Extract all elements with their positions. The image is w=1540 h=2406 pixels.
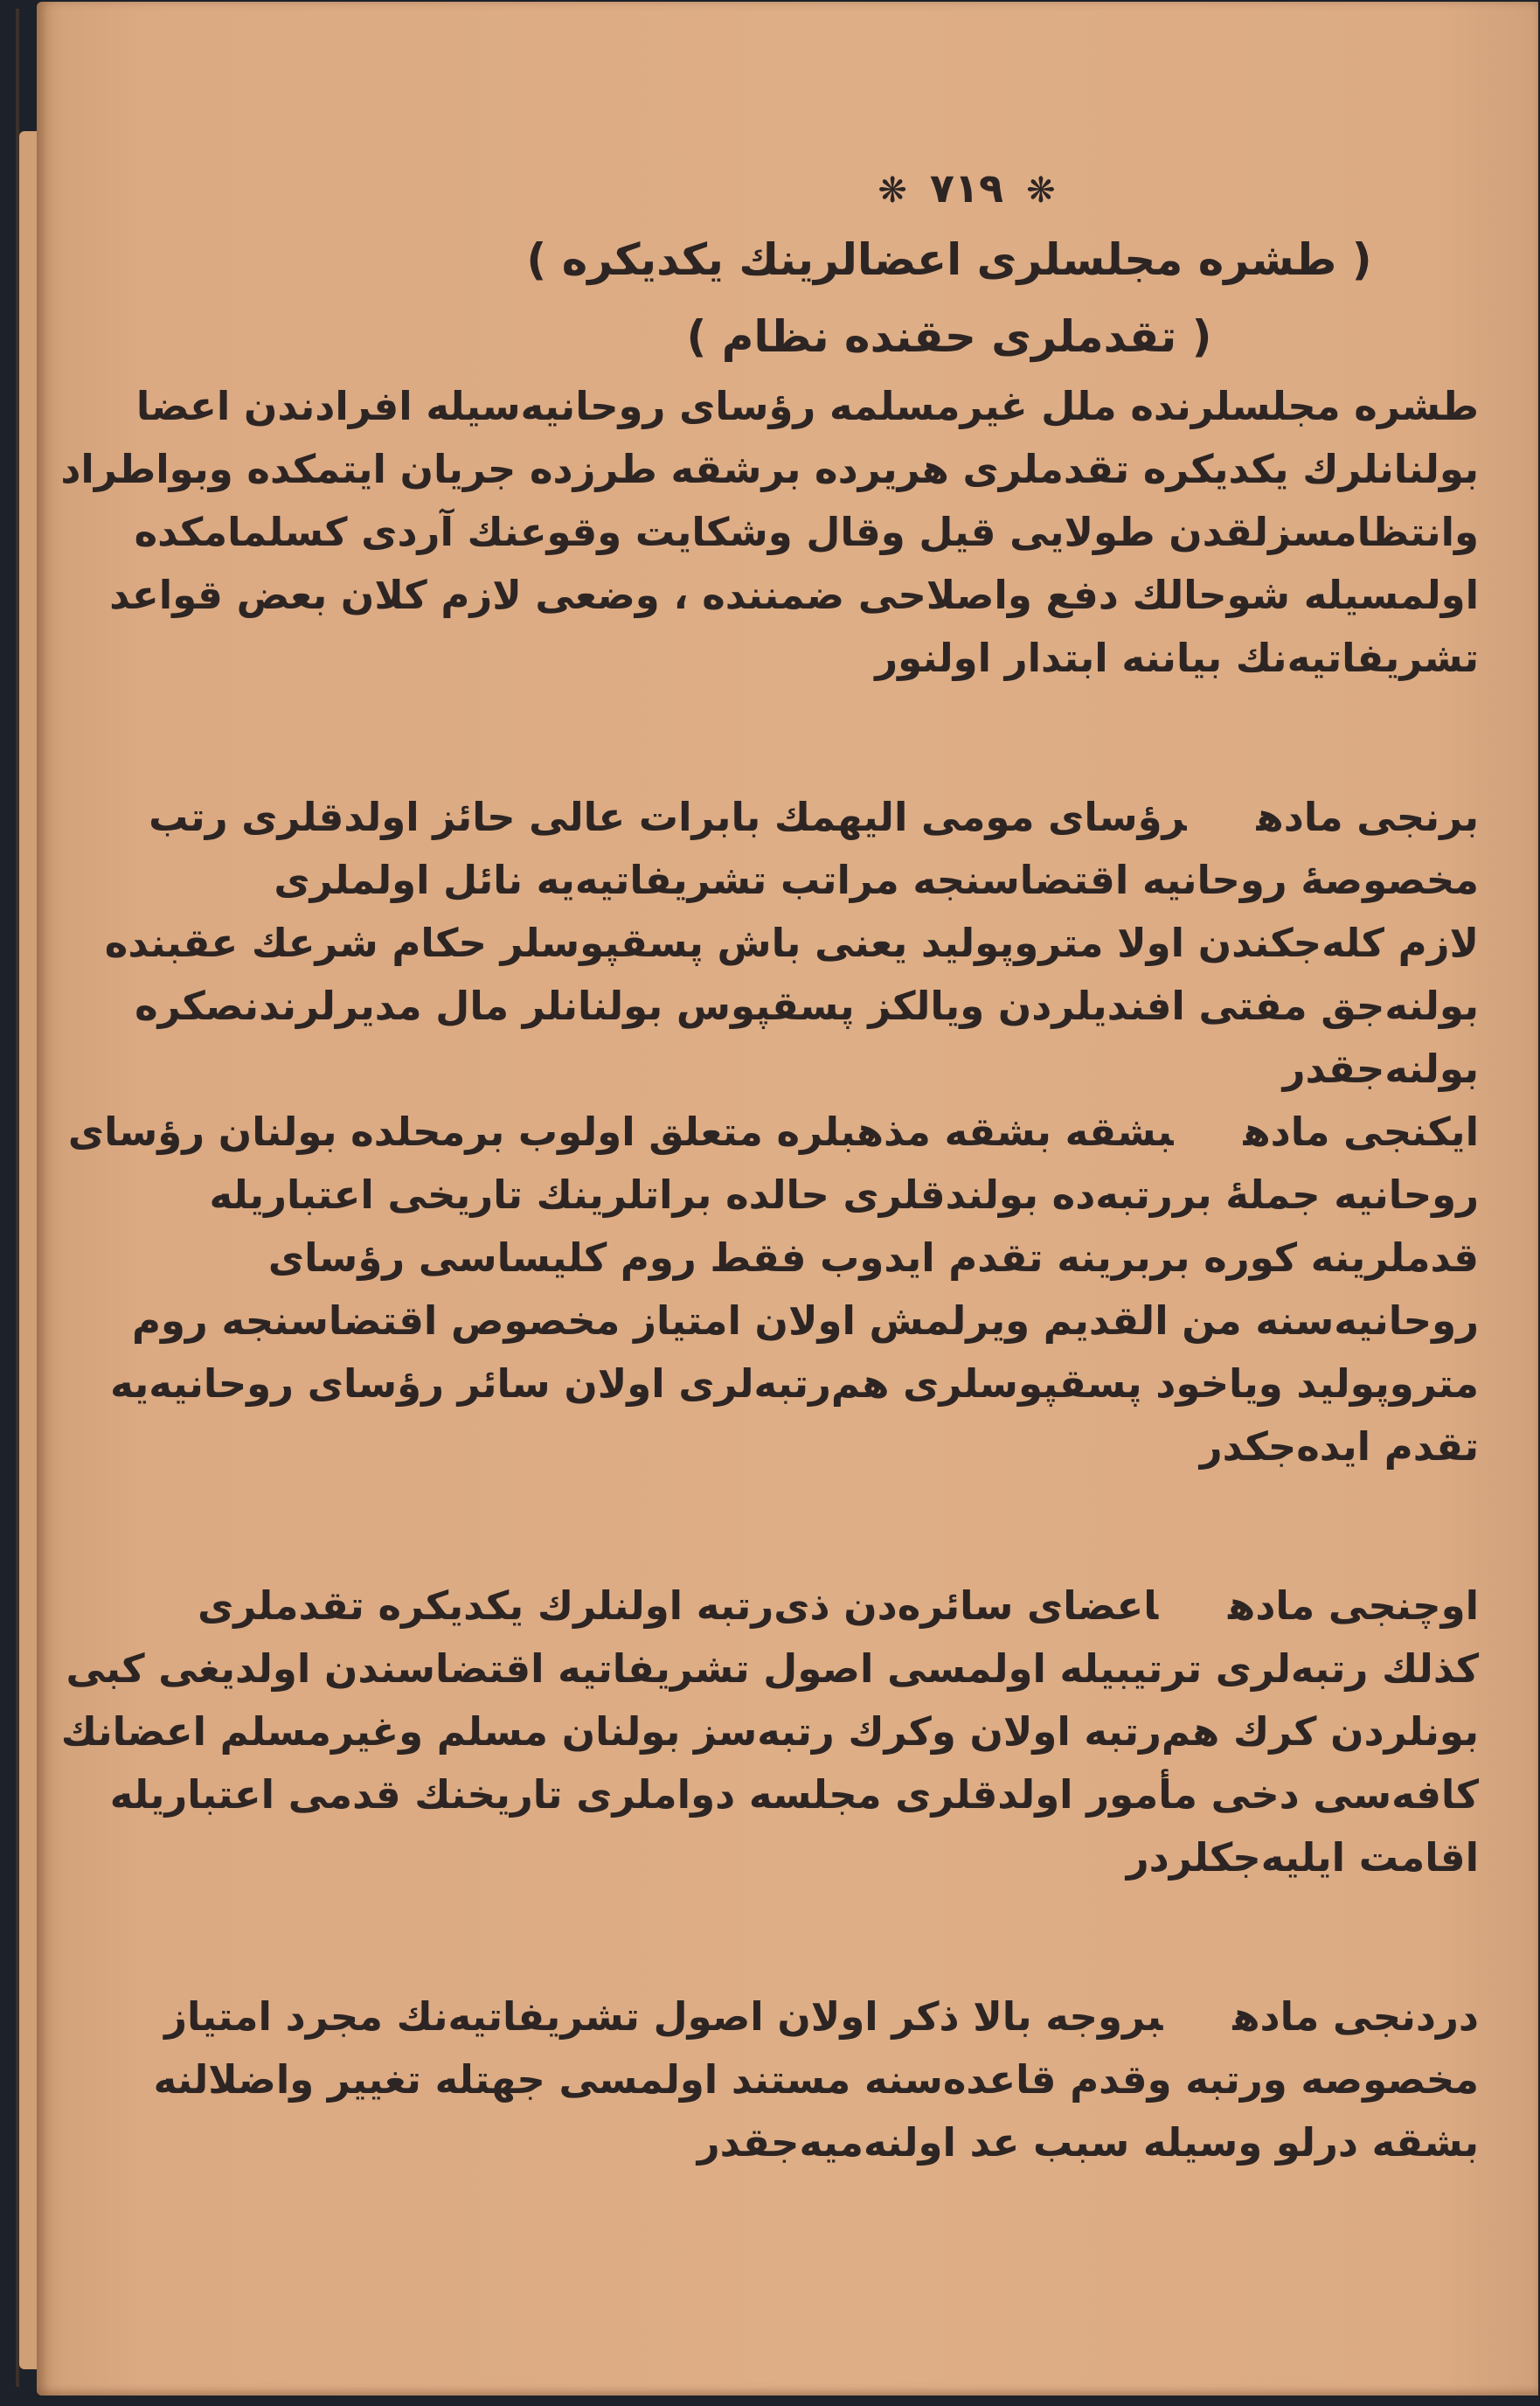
- text-line: بولنانلرك یكدیكره تقدملری هریرده برشقه طرزده جریان ایتمكده وبواطراد: [60, 446, 1479, 492]
- text-line: [164, 1985, 1479, 2048]
- text-line-content: اعضای سائره‌دن ذی‌رتبه اولنلرك یكدیكره تقدملری: [198, 1582, 1159, 1629]
- article-label: برنجی ماده: [1256, 794, 1479, 840]
- article-3: [60, 1575, 1479, 1889]
- text-line: وانتظامسزلقدن طولایی قیل وقال وشكایت وقوعنك آردی كسلمامكده: [134, 509, 1479, 555]
- text-line-content: رؤسای مومی الیهمك بابرات عالی حائز اولدقلری رتب: [149, 794, 1187, 840]
- text-line: روحانیه‌سنه من القدیم ویرلمش اولان امتیاز مخصوص اقتضاسنجه روم: [131, 1297, 1479, 1344]
- title-line-1: [420, 221, 1479, 298]
- ornament-icon: ❋: [878, 170, 907, 211]
- text-line: مخصوصه ورتبه وقدم قاعده‌سنه مستند اولمسی جهتله تغییر واضلالنه: [153, 2056, 1479, 2103]
- page-content: [60, 157, 1479, 2174]
- text-line: بولنه‌جقدر: [1282, 1046, 1479, 1092]
- page-number-header: [454, 157, 1479, 221]
- article-2: [67, 1101, 1479, 1478]
- text-line: [198, 1575, 1479, 1638]
- page-number: ٧١٩: [929, 164, 1004, 212]
- title-line-2: ( تقدملری حقنده نظام ): [686, 311, 1212, 362]
- text-line: طشره مجلسلرنده ملل غیرمسلمه رؤسای روحانیه‌سیله افرادندن اعضا: [135, 383, 1479, 429]
- article-label: اوچنجی ماده: [1228, 1582, 1479, 1629]
- article-4: [153, 1985, 1479, 2174]
- text-line: مخصوصهٔ روحانیه اقتضاسنجه مراتب تشریفاتیه‌یه نائل اولملری: [274, 857, 1479, 903]
- title-line-1-text: ( طشره مجلسلری اعضالرینك یكدیكره: [561, 234, 1372, 285]
- text-line: متروپولید ویاخود پسقپوسلری هم‌رتبه‌لری اولان سائر رؤسای روحانیه‌یه: [110, 1360, 1479, 1407]
- text-line-content: بروجه بالا ذكر اولان اصول تشریفاتیه‌نك مجرد امتیاز: [164, 1993, 1163, 2040]
- ornament-icon: ❋: [1026, 170, 1056, 211]
- text-line: بونلردن كرك هم‌رتبه اولان وكرك رتبه‌سز بولنان مسلم وغیرمسلم اعضانك: [60, 1708, 1479, 1755]
- text-line: [149, 786, 1479, 849]
- text-line: روحانیه جملهٔ بررتبه‌ده بولندقلری حالده براتلرینك تاریخی اعتباریله: [209, 1172, 1479, 1218]
- preamble-paragraph: [60, 375, 1479, 690]
- text-line: كذلك رتبه‌لری ترتیبیله اولمسی اصول تشریفاتیه اقتضاسندن اولدیغی كبی: [66, 1645, 1479, 1692]
- title-closing-paren: ): [526, 234, 547, 285]
- text-line-content: بشقه بشقه مذهبلره متعلق اولوب برمحلده بولنان رؤسای: [67, 1109, 1174, 1155]
- text-line: قدملرینه كوره بربرینه تقدم ایدوب فقط روم كلیساسی رؤسای: [267, 1234, 1479, 1281]
- article-1: [104, 786, 1479, 1101]
- section-title: [420, 221, 1479, 375]
- text-line: لازم كله‌جكندن اولا متروپولید یعنی باش پسقپوسلر حكام شرعك عقبنده: [104, 920, 1479, 966]
- text-line: بولنه‌جق مفتی افندیلردن ویالكز پسقپوس بولنانلر مال مدیرلرندنصكره: [135, 983, 1479, 1029]
- text-line: تشریفاتیه‌نك بیاننه ابتدار اولنور: [875, 635, 1479, 681]
- article-label: ایكنجی ماده: [1243, 1109, 1479, 1155]
- text-line: تقدم ایده‌جكدر: [1199, 1423, 1479, 1470]
- text-line: كافه‌سی دخی مأمور اولدقلری مجلسه دواملری تاریخنك قدمی اعتباریله: [109, 1771, 1479, 1818]
- text-line: بشقه درلو وسیله سبب عد اولنه‌میه‌جقدر: [697, 2119, 1479, 2166]
- text-line: [67, 1101, 1479, 1164]
- text-line: اقامت ایلیه‌جكلردر: [1126, 1834, 1479, 1881]
- text-line: اولمسیله شوحالك دفع واصلاحی ضمننده ، وضعی لازم كلان بعض قواعد: [109, 572, 1479, 618]
- article-label: دردنجی ماده: [1232, 1993, 1479, 2040]
